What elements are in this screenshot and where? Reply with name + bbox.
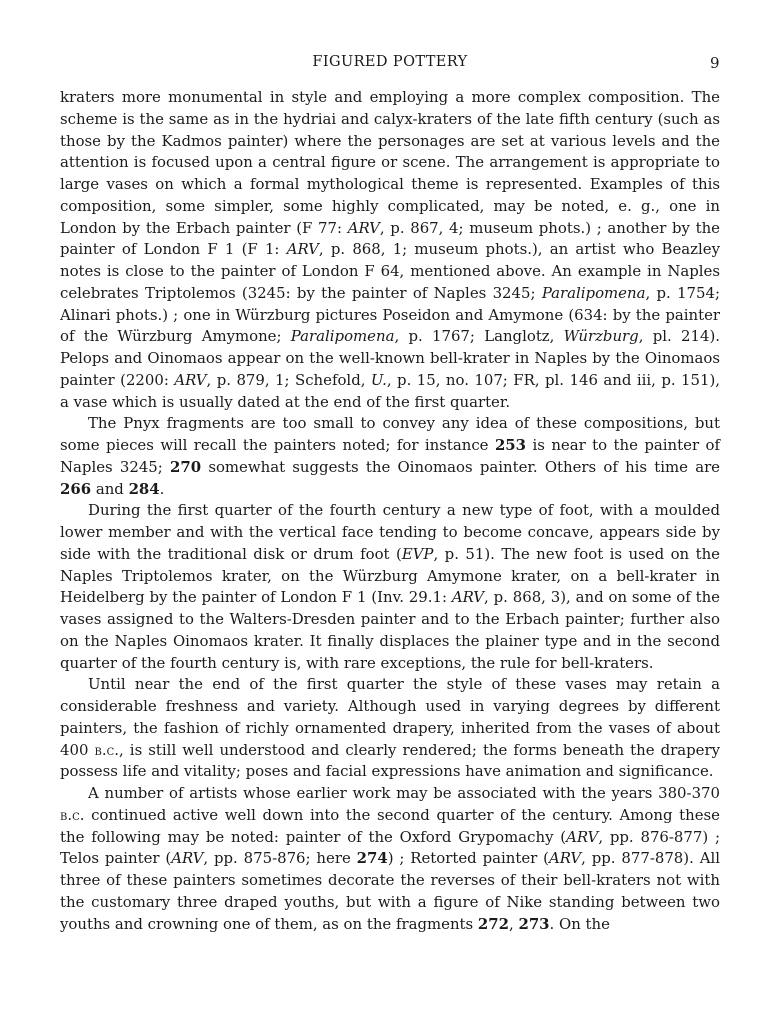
citation-italic: ARV xyxy=(171,849,204,868)
text-run: somewhat suggests the Oinomaos painter. Others of his time are xyxy=(201,457,720,476)
citation-italic: ARV xyxy=(548,849,582,868)
text-run: , p. 879, 1; Schefold, xyxy=(206,370,371,389)
fragment-number: 253 xyxy=(494,436,527,454)
text-run: , pp. 877-878). All three of these painters sometimes decorate the reverses of their bell-kraters not with the customary three draped youths, but with a figure of Nike standing between two youths and crowning one of them, as on the fragments xyxy=(60,849,720,933)
text-run: , p. 1754; Alinari phots.) ; one in Würzburg pictures Poseidon and Amymone (634: by the painter of the Würzburg Amymone; xyxy=(60,283,720,346)
page xyxy=(60,50,720,935)
running-title: FIGURED POTTERY xyxy=(312,54,468,70)
citation-italic: ARV xyxy=(174,370,207,389)
citation-italic: U. xyxy=(370,370,387,389)
paragraph xyxy=(60,413,720,500)
text-run: and xyxy=(91,479,129,498)
text-run: . xyxy=(159,479,165,498)
text-run: , p. 15, no. 107; FR, pl. 146 and iii, p. 151), a vase which is usually dated at the end of the first quarter. xyxy=(60,370,721,411)
citation-italic: Paralipomena xyxy=(541,283,646,302)
text-run: kraters more monumental in style and employing a more complex composition. The scheme is the same as in the hydriai and calyx-kraters of the late fifth century (such as those by the Kadmos painter) where the personages are set at various levels and the attention is focused upon a central figure or scene. The arrangement is appropriate to large vases on which a formal mythological theme is represented. Examples of this composition, some simpler, some highly complicated, may be noted, e. g., one in London by the Erbach painter (F 77: xyxy=(60,88,720,237)
text-run: , is still well understood and clearly rendered; the forms beneath the drapery possess life and vitality; poses and facial expressions have animation and significance. xyxy=(60,740,721,781)
page-number: 9 xyxy=(710,54,720,72)
text-run: , pl. 214). Pelops and Oinomaos appear on the well-known bell-krater in Naples by the Oinomaos painter (2200: xyxy=(60,327,720,389)
citation-italic: Würzburg xyxy=(563,327,639,346)
text-run: , p. 867, 4; museum phots.) ; another by the painter of London F 1 (F 1: xyxy=(60,218,720,259)
fragment-number: 274 xyxy=(356,849,388,868)
citation-italic: ARV xyxy=(451,588,485,607)
fragment-number: 270 xyxy=(170,457,202,476)
citation-italic: ARV xyxy=(566,827,599,846)
text-run: continued active well down into the second quarter of the century. Among these the following may be noted: painter of the Oxford Grypomachy ( xyxy=(60,805,720,846)
fragment-number: 272 xyxy=(477,914,509,933)
fragment-number: 284 xyxy=(128,479,160,498)
paragraph xyxy=(60,674,720,783)
text-run: , p. 868, 1; museum phots.), an artist who Beazley notes is close to the painter of London F 64, mentioned above. An example in Naples celebrates Triptolemos (3245: by the painter of Naples 3245; xyxy=(60,240,720,302)
text-run: ) ; Retorted painter ( xyxy=(387,849,549,868)
text-run: , p. 1767; Langlotz, xyxy=(394,327,564,346)
text-run: , p. 51). The new foot is used on the Naples Triptolemos krater, on the Würzburg Amymone krater, on a bell-krater in Heidelberg by the painter of London F 1 (Inv. 29.1: xyxy=(60,544,720,607)
fragment-number: 266 xyxy=(60,479,92,498)
text-run: , p. 868, 3), and on some of the vases assigned to the Walters-Dresden painter and to the Erbach painter; further also on the Naples Oinomaos krater. It finally displaces the plainer type and in the second quarter of the fourth century is, with rare exceptions, the rule for bell-kraters. xyxy=(60,588,720,672)
text-run: , xyxy=(508,914,519,933)
text-run: During the first quarter of the fourth century a new type of foot, with a moulded lower member and with the vertical face tending to become concave, appears side by side with the traditional disk or drum foot ( xyxy=(60,501,720,563)
text-run: is near to the painter of Naples 3245; xyxy=(60,436,720,476)
text-run: , pp. 876-877) ; Telos painter ( xyxy=(60,827,720,868)
paragraph xyxy=(60,87,720,413)
text-run: b.c. xyxy=(60,805,85,824)
text-run: Until near the end of the first quarter the style of these vases may retain a considerable freshness and variety. Although used in varying degrees by different painters, the fashion of richly ornamented drapery, inherited from the vases of about 400 xyxy=(60,675,720,759)
text-run: b.c. xyxy=(94,740,119,759)
text-run: A number of artists whose earlier work may be associated with the years 380-370 xyxy=(88,784,720,802)
text-run: . On the xyxy=(549,914,610,933)
body-text xyxy=(60,87,720,935)
paragraph xyxy=(60,500,720,674)
running-head xyxy=(60,50,720,76)
text-run: , pp. 875-876; here xyxy=(203,849,357,868)
citation-italic: EVP xyxy=(401,544,434,563)
text-run: The Pnyx fragments are too small to convey any idea of these compositions, but some pieces will recall the painters noted; for instance xyxy=(60,414,720,454)
citation-italic: ARV xyxy=(347,218,380,237)
fragment-number: 273 xyxy=(518,914,550,933)
citation-italic: ARV xyxy=(286,240,319,259)
paragraph xyxy=(60,783,720,935)
citation-italic: Paralipomena xyxy=(290,327,395,346)
